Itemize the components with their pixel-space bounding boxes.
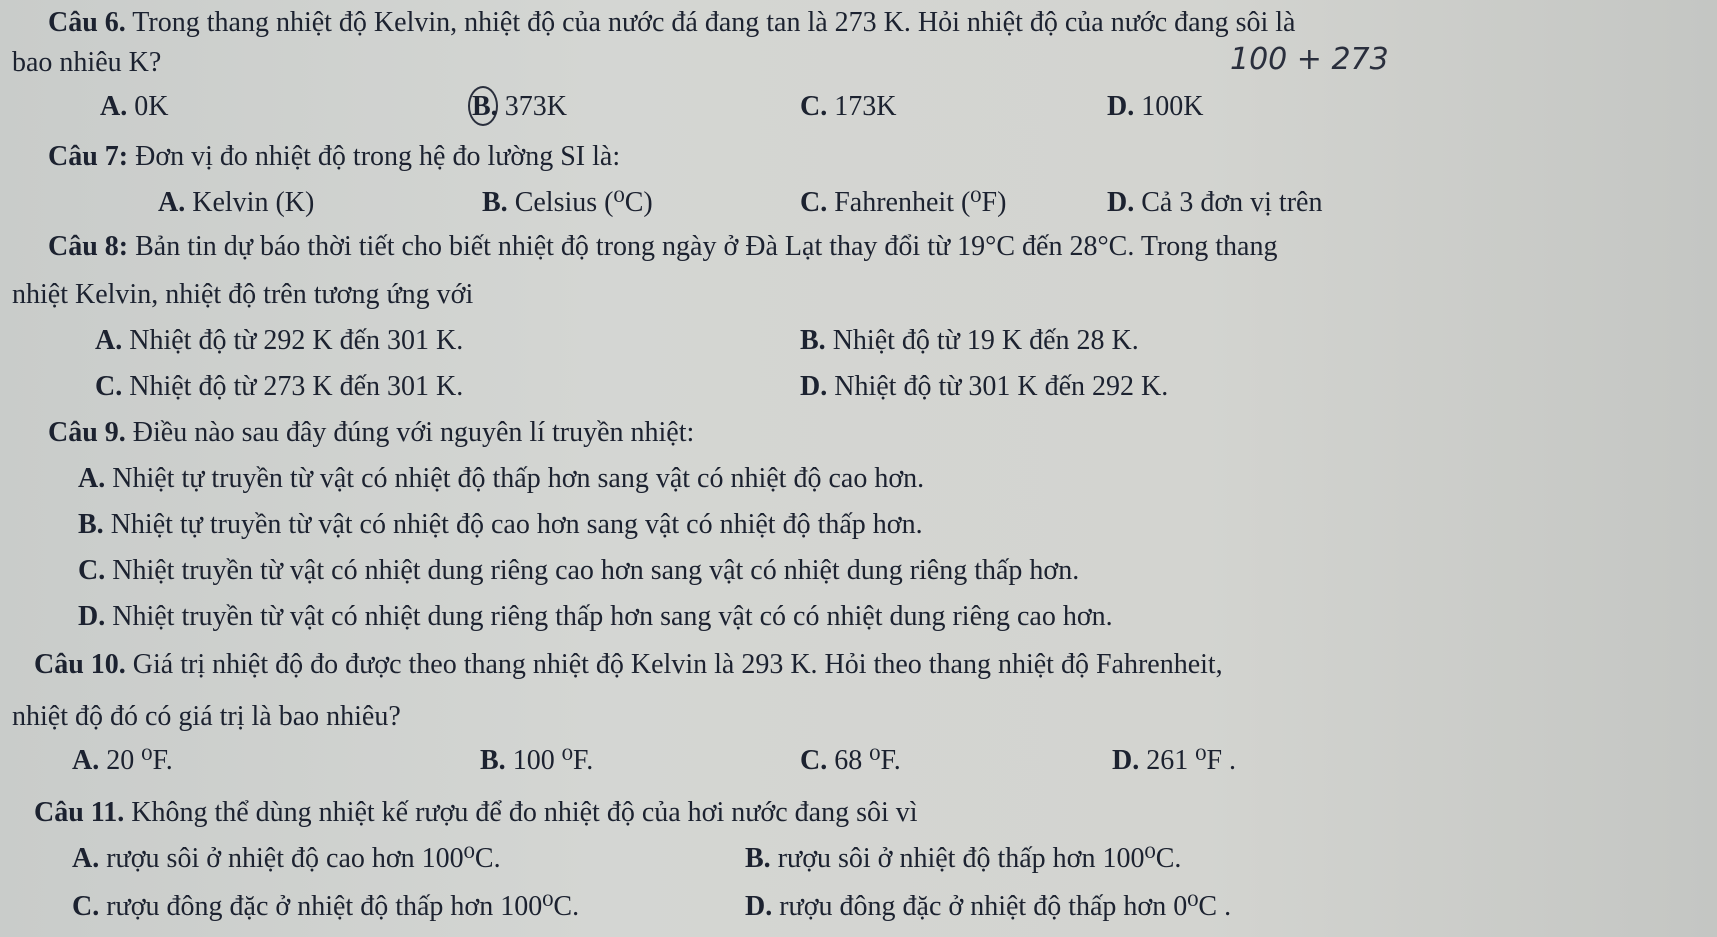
q6-option-b <box>472 90 567 124</box>
question-8-text-cont: nhiệt Kelvin, nhiệt độ trên tương ứng với <box>12 279 474 310</box>
question-8-line-1 <box>48 230 1277 264</box>
option-text: Nhiệt truyền từ vật có nhiệt dung riêng cao hơn sang vật có nhiệt dung riêng thấp hơn. <box>112 555 1080 586</box>
option-letter: D. <box>78 601 106 632</box>
question-6-line-2 <box>12 46 161 80</box>
q10-option-c <box>800 744 901 778</box>
question-11-text: Không thể dùng nhiệt kế rượu để đo nhiệt độ của hơi nước đang sôi vì <box>131 797 918 828</box>
option-text: Nhiệt tự truyền từ vật có nhiệt độ cao hơn sang vật có nhiệt độ thấp hơn. <box>110 509 923 540</box>
option-text: Nhiệt tự truyền từ vật có nhiệt độ thấp hơn sang vật có nhiệt độ cao hơn. <box>112 463 925 494</box>
option-text: Cả 3 đơn vị trên <box>1141 187 1323 218</box>
option-text: rượu đông đặc ở nhiệt độ thấp hơn 100⁰C. <box>106 891 580 922</box>
q7-option-b <box>482 186 653 220</box>
question-11-line-1 <box>34 796 918 830</box>
q10-option-d <box>1112 744 1236 778</box>
option-letter: D. <box>800 371 828 402</box>
question-10-text-cont: nhiệt độ đó có giá trị là bao nhiêu? <box>12 701 401 732</box>
q10-option-b <box>480 744 593 778</box>
option-letter: B. <box>78 509 104 540</box>
option-text: Fahrenheit (⁰F) <box>834 187 1007 218</box>
option-letter: A. <box>72 745 100 776</box>
option-letter: C. <box>800 745 828 776</box>
q9-option-b <box>78 508 923 542</box>
q7-option-a <box>158 186 314 220</box>
q6-option-d <box>1107 90 1203 124</box>
question-6-text: Trong thang nhiệt độ Kelvin, nhiệt độ của nước đá đang tan là 273 K. Hỏi nhiệt độ của nước đang sôi là <box>132 7 1296 38</box>
q11-option-d <box>745 890 1231 924</box>
q7-option-c <box>800 186 1006 220</box>
question-7-title: Câu 7: <box>48 141 129 172</box>
option-letter: B. <box>800 325 826 356</box>
option-text: Kelvin (K) <box>192 187 315 218</box>
question-9-line-1 <box>48 416 694 450</box>
option-letter: B. <box>482 187 508 218</box>
option-text: Nhiệt độ từ 19 K đến 28 K. <box>832 325 1139 356</box>
option-text: 20 ⁰F. <box>106 745 173 776</box>
question-10-text: Giá trị nhiệt độ đo được theo thang nhiệt độ Kelvin là 293 K. Hỏi theo thang nhiệt độ Fahrenheit, <box>132 649 1223 680</box>
option-letter: A. <box>95 325 123 356</box>
option-letter: D. <box>1112 745 1140 776</box>
option-text: Nhiệt độ từ 301 K đến 292 K. <box>834 371 1169 402</box>
q6-option-a <box>100 90 168 124</box>
option-text: 373K <box>504 91 567 122</box>
option-letter: B. <box>480 745 506 776</box>
handwritten-note: 100 + 273 <box>1230 42 1389 77</box>
option-letter: C. <box>78 555 106 586</box>
option-letter: A. <box>158 187 186 218</box>
option-letter: B. <box>745 843 771 874</box>
question-6-title: Câu 6. <box>48 7 126 38</box>
option-letter: D. <box>745 891 773 922</box>
option-text: Nhiệt độ từ 273 K đến 301 K. <box>129 371 464 402</box>
option-letter: C. <box>800 187 828 218</box>
option-letter: D. <box>1107 91 1135 122</box>
question-9-text: Điều nào sau đây đúng với nguyên lí truyền nhiệt: <box>132 417 695 448</box>
q10-option-a <box>72 744 173 778</box>
option-letter: A. <box>100 91 128 122</box>
option-text: Nhiệt truyền từ vật có nhiệt dung riêng thấp hơn sang vật có có nhiệt dung riêng cao hơn. <box>112 601 1113 632</box>
option-text: 0K <box>134 91 169 122</box>
question-9-title: Câu 9. <box>48 417 126 448</box>
question-8-title: Câu 8: <box>48 231 129 262</box>
question-7-text: Đơn vị đo nhiệt độ trong hệ đo lường SI là: <box>135 141 621 172</box>
q11-option-b <box>745 842 1181 876</box>
option-text: 68 ⁰F. <box>834 745 901 776</box>
question-10-title: Câu 10. <box>34 649 126 680</box>
option-text: 100K <box>1141 91 1204 122</box>
q7-option-d <box>1107 186 1322 220</box>
option-letter: A. <box>72 843 100 874</box>
option-text: Celsius (⁰C) <box>514 187 653 218</box>
option-text: Nhiệt độ từ 292 K đến 301 K. <box>129 325 464 356</box>
question-6-line-1 <box>48 6 1295 40</box>
q8-option-d <box>800 370 1168 404</box>
q8-option-c <box>95 370 463 404</box>
option-text: rượu đông đặc ở nhiệt độ thấp hơn 0⁰C . <box>779 891 1232 922</box>
q6-option-c <box>800 90 896 124</box>
option-letter: A. <box>78 463 106 494</box>
q9-option-d <box>78 600 1113 634</box>
question-8-line-2 <box>12 278 473 312</box>
q11-option-c <box>72 890 579 924</box>
option-text: rượu sôi ở nhiệt độ cao hơn 100⁰C. <box>106 843 501 874</box>
option-text: 173K <box>834 91 897 122</box>
option-text: rượu sôi ở nhiệt độ thấp hơn 100⁰C. <box>777 843 1182 874</box>
q8-option-b <box>800 324 1139 358</box>
option-letter: C. <box>800 91 828 122</box>
question-11-title: Câu 11. <box>34 797 125 828</box>
option-letter: B. <box>472 91 498 122</box>
question-7-line-1 <box>48 140 620 174</box>
q8-option-a <box>95 324 463 358</box>
option-letter: D. <box>1107 187 1135 218</box>
option-text: 261 ⁰F . <box>1146 745 1237 776</box>
question-10-line-2 <box>12 700 401 734</box>
question-8-text: Bản tin dự báo thời tiết cho biết nhiệt độ trong ngày ở Đà Lạt thay đổi từ 19°C đến 28°C. Trong thang <box>135 231 1278 262</box>
option-letter: C. <box>95 371 123 402</box>
q9-option-a <box>78 462 924 496</box>
option-letter: C. <box>72 891 100 922</box>
option-text: 100 ⁰F. <box>512 745 594 776</box>
q9-option-c <box>78 554 1079 588</box>
question-6-text-cont: bao nhiêu K? <box>12 47 162 78</box>
q11-option-a <box>72 842 501 876</box>
question-10-line-1 <box>34 648 1223 682</box>
